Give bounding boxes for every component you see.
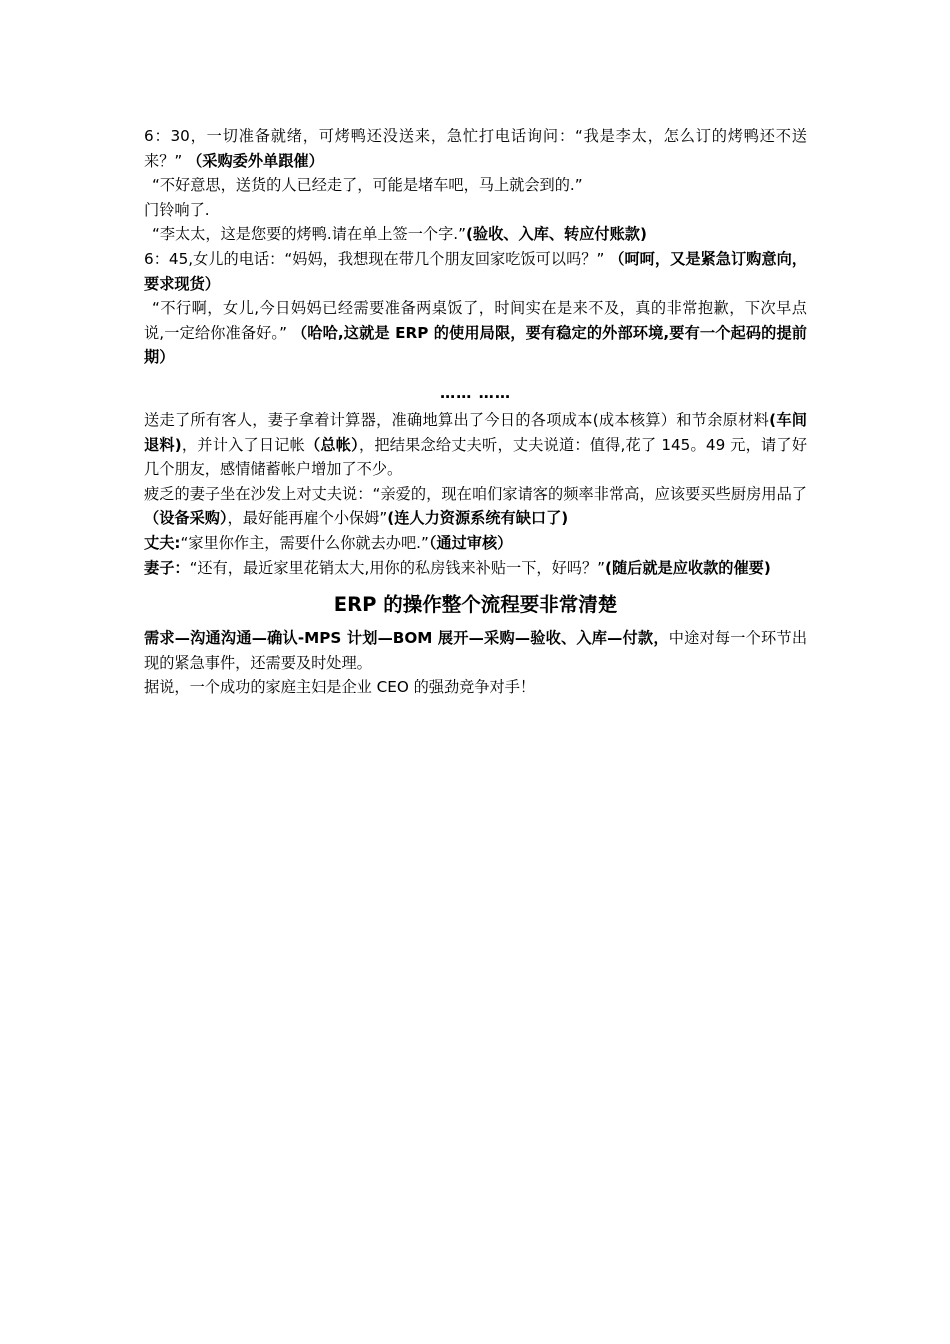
paragraph-text: 送走了所有客人，妻子拿着计算器，准确地算出了今日的各项成本(成本核算）和节余原材料	[144, 410, 770, 429]
paragraph-doorbell	[144, 198, 807, 223]
speaker-label: 丈夫:	[144, 533, 181, 552]
paragraph-text: 6：45,女儿的电话：“妈妈，我想现在带几个朋友回家吃饭可以吗？”	[144, 249, 605, 268]
paragraph-text: 中途对每一个环节出现的紧急事件，还需要及时处理。	[144, 629, 808, 672]
paragraph-text: ，最好能再雇个小保姆”	[227, 509, 388, 528]
paragraph-text: 据说，一个成功的家庭主妇是企业 CEO 的强劲竞争对手！	[144, 678, 536, 697]
paragraph-text: 疲乏的妻子坐在沙发上对丈夫说：“亲爱的，现在咱们家请客的频率非常高，应该要买些厨房用品了	[144, 484, 807, 503]
paragraph-text: ，把结果念给丈夫听，丈夫说道：值得,花了 145。49 元，请了好几个朋友，感情储蓄帐户增加了不少。	[144, 435, 808, 479]
paragraph-daughter-call	[144, 247, 807, 296]
paragraph-husband	[144, 531, 807, 556]
erp-annotation: （哈哈,这就是 ERP 的使用局限，要有稳定的外部环境,要有一个起码的提前期）	[144, 323, 807, 367]
paragraph-text: 6：30，一切准备就绪，可烤鸭还没送来，急忙打电话询问：“我是李太，怎么订的烤鸭还不送来？”	[144, 127, 807, 170]
erp-annotation: (车间退料)	[144, 410, 807, 454]
document-page	[144, 124, 807, 700]
paragraph-delivery-sign	[144, 222, 807, 247]
paragraph-text: ，并计入了日记帐	[181, 435, 306, 454]
speaker-label: 妻子：	[144, 558, 190, 577]
erp-annotation: (随后就是应收款的催要)	[605, 558, 771, 577]
erp-annotation: (验收、入库、转应付账款)	[465, 225, 647, 244]
paragraph-delivery-reply	[144, 173, 807, 198]
paragraph-mother-reply	[144, 296, 807, 370]
paragraph-text: “李太太，这是您要的烤鸭.请在单上签一个字.”	[152, 225, 466, 244]
erp-annotation: （采购委外单跟催）	[187, 151, 324, 170]
paragraph-kitchen-purchase	[144, 482, 807, 531]
erp-annotation: (连人力资源系统有缺口了)	[387, 509, 569, 528]
erp-annotation: （总帐）	[305, 435, 359, 454]
paragraph-conclusion	[144, 675, 807, 700]
erp-annotation: （通过审核）	[428, 533, 513, 552]
paragraph-roast-duck-call	[144, 124, 807, 173]
erp-annotation: （呵呵，又是紧急订购意向，要求现货）	[144, 249, 807, 293]
section-ellipsis: …… ……	[439, 383, 512, 402]
paragraph-text: “不好意思，送货的人已经走了，可能是堵车吧，马上就会到的.”	[152, 176, 583, 195]
paragraph-text: “家里你作主，需要什么你就去办吧.”	[180, 533, 429, 552]
paragraph-text: 门铃响了.	[144, 200, 210, 219]
paragraph-text: “还有，最近家里花销太大,用你的私房钱来补贴一下，好吗？”	[189, 558, 606, 577]
paragraph-text: “不行啊，女儿,今日妈妈已经需要准备两桌饭了，时间实在是来不及，真的非常抱歉，下次早点说,一定给你准备好。”	[144, 299, 807, 342]
erp-annotation: （设备采购）	[144, 509, 228, 528]
erp-flow-steps: 需求—沟通沟通—确认-MPS 计划—BOM 展开—采购—验收、入库—付款，	[144, 629, 669, 648]
paragraph-wife	[144, 556, 807, 581]
paragraph-erp-flow	[144, 626, 807, 675]
paragraph-cost-accounting	[144, 408, 807, 482]
section-heading: ERP 的操作整个流程要非常清楚	[333, 593, 618, 617]
